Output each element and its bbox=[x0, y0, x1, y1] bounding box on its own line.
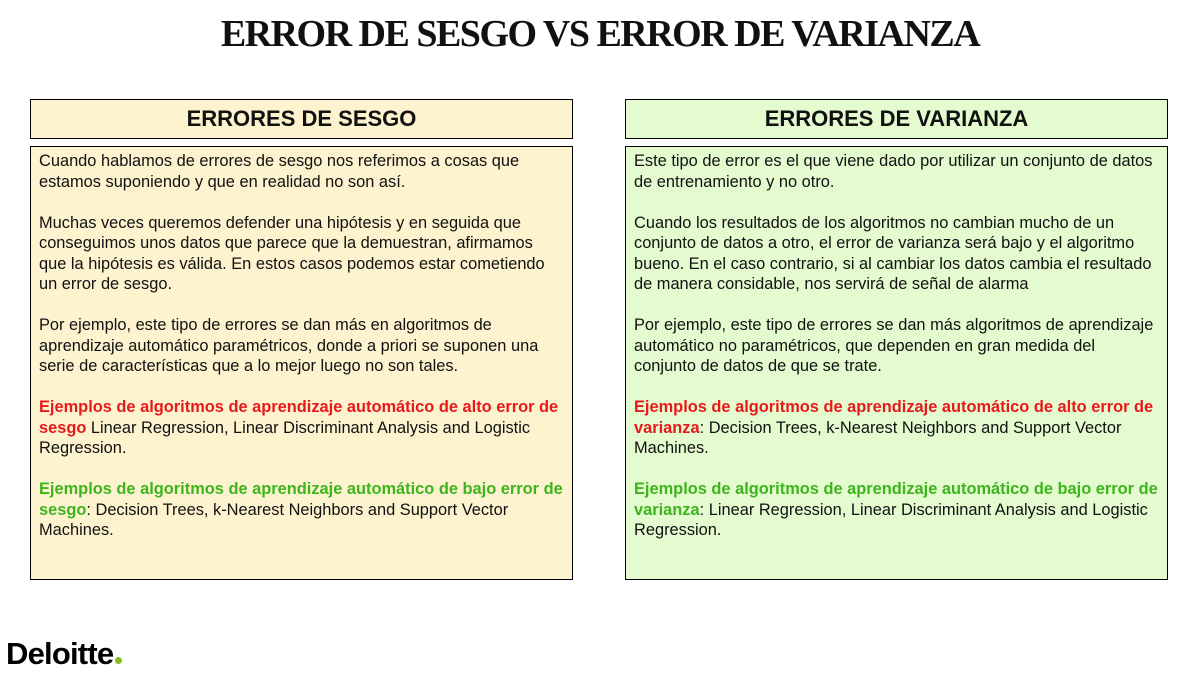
sesgo-high-label: Ejemplos de algoritmos de aprendizaje automático de alto error de sesgo bbox=[39, 398, 559, 437]
sesgo-paragraph-2: Muchas veces queremos defender una hipótesis y en seguida que conseguimos unos datos que parece que la demuestran, afirmamos que la hipótesis es válida. En estos casos podemos estar cometiendo un error de sesgo. bbox=[39, 213, 545, 293]
page-title: ERROR DE SESGO VS ERROR DE VARIANZA bbox=[220, 13, 980, 55]
sesgo-low-text: : Decision Trees, k-Nearest Neighbors and Support Vector Machines. bbox=[39, 500, 509, 539]
sesgo-low-label: Ejemplos de algoritmos de aprendizaje automático de bajo error de sesgo bbox=[39, 480, 563, 519]
varianza-header: ERRORES DE VARIANZA bbox=[625, 99, 1168, 139]
varianza-paragraph-2: Cuando los resultados de los algoritmos no cambian mucho de un conjunto de datos a otro, el error de varianza será bajo y el algoritmo bueno. En el caso contrario, si al cambiar los datos cambia el resultado de manera considable, nos servirá de señal de alarma bbox=[634, 213, 1152, 293]
sesgo-header: ERRORES DE SESGO bbox=[30, 99, 573, 139]
varianza-column bbox=[625, 99, 1168, 580]
varianza-paragraph-3: Por ejemplo, este tipo de errores se dan más algoritmos de aprendizaje automático no paramétricos, que dependen en gran medida del conjunto de datos de que se trate. bbox=[634, 316, 1154, 375]
logo-text: Deloitte bbox=[6, 636, 114, 671]
varianza-high-text: : Decision Trees, k-Nearest Neighbors and Support Vector Machines. bbox=[634, 418, 1122, 457]
sesgo-paragraph-1: Cuando hablamos de errores de sesgo nos referimos a cosas que estamos suponiendo y que en realidad no son así. bbox=[39, 152, 520, 191]
sesgo-high-examples bbox=[39, 397, 564, 459]
varianza-low-label: Ejemplos de algoritmos de aprendizaje automático de bajo error de varianza bbox=[634, 480, 1158, 519]
sesgo-column bbox=[30, 99, 573, 580]
varianza-low-examples bbox=[634, 479, 1159, 541]
varianza-high-label: Ejemplos de algoritmos de aprendizaje automático de alto error de varianza bbox=[634, 398, 1154, 437]
green-dot-icon bbox=[115, 657, 122, 664]
sesgo-low-examples bbox=[39, 479, 564, 541]
sesgo-paragraph-3: Por ejemplo, este tipo de errores se dan más en algoritmos de aprendizaje automático paramétricos, donde a priori se suponen una serie de características que a lo mejor luego no son tales. bbox=[39, 316, 539, 375]
sesgo-body bbox=[30, 146, 573, 580]
varianza-body bbox=[625, 146, 1168, 580]
varianza-low-text: : Linear Regression, Linear Discriminant Analysis and Logistic Regression. bbox=[634, 500, 1148, 539]
deloitte-logo bbox=[6, 634, 122, 674]
varianza-high-examples bbox=[634, 397, 1159, 459]
varianza-paragraph-1: Este tipo de error es el que viene dado por utilizar un conjunto de datos de entrenamiento y no otro. bbox=[634, 152, 1153, 191]
sesgo-high-text: Linear Regression, Linear Discriminant Analysis and Logistic Regression. bbox=[39, 418, 531, 457]
